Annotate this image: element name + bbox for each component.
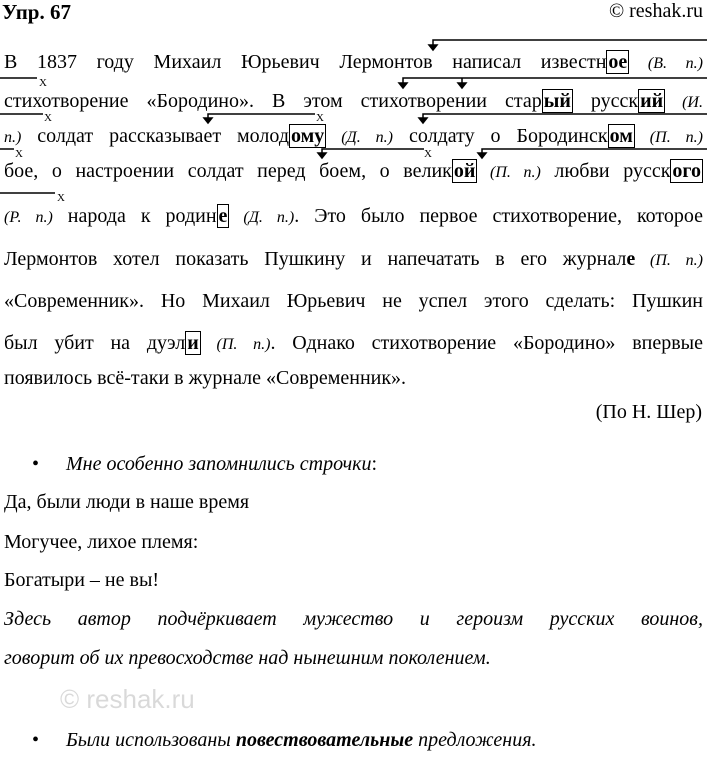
text-segment: бое, о настроении солдат перед боем, о велик <box>4 160 452 182</box>
text-segment: русск <box>572 90 639 112</box>
bullet-marker: • <box>32 729 40 751</box>
highlighted-ending: ий <box>640 90 664 112</box>
poem-line-2: Могучее, лихое племя: <box>4 531 199 553</box>
arrow-line5 <box>0 192 65 204</box>
case-label: (Д. п.) <box>326 129 394 146</box>
svg-text:X: X <box>15 148 23 160</box>
text-line <box>4 204 703 230</box>
case-label: (П. п.) <box>635 252 703 269</box>
text-segment: В 1837 году Михаил Юрьевич Лермонтов написал известн <box>4 51 607 73</box>
text-line <box>4 89 703 115</box>
text-segment: любви русск <box>540 160 671 182</box>
text-segment: был убит на дуэл <box>4 332 186 354</box>
highlighted-ending: ый <box>543 90 571 112</box>
site-credit: © reshak.ru <box>608 0 703 22</box>
text-segment: стихотворение «Бородино». В этом стихотворении стар <box>4 90 542 112</box>
svg-text:X: X <box>57 192 65 204</box>
text-segment: . Однако стихотворение «Бородино» впервые <box>270 332 703 354</box>
text-segment: солдат рассказывает молод <box>21 125 289 147</box>
bullet-bold-term: повествовательные <box>235 729 414 751</box>
arrow-line2 <box>0 77 707 89</box>
text-segment: . Это было первое стихотворение, которое <box>294 205 703 227</box>
svg-text:X: X <box>44 112 52 124</box>
text-segment: народа к родин <box>52 205 217 227</box>
poem-line-3: Богатыри – не вы! <box>4 569 160 591</box>
highlighted-ending: и <box>187 332 199 354</box>
text-line <box>4 331 703 357</box>
case-label: (В. п.) <box>629 55 703 72</box>
bullet-text: Были использованы <box>66 729 236 751</box>
text-segment: солдату о Бородинск <box>393 125 608 147</box>
comment-line-2: говорит об их превосходстве над нынешним поколением. <box>4 647 491 669</box>
text-line <box>4 366 703 390</box>
watermark: © reshak.ru <box>60 684 195 714</box>
case-label: п.) <box>4 129 22 146</box>
source-attribution: (По Н. Шер) <box>595 401 702 423</box>
case-label: (Р. п.) <box>4 209 53 226</box>
highlighted-ending: ого <box>672 160 702 182</box>
highlighted-ending: ому <box>291 125 325 147</box>
bullet-text-end: предложения. <box>413 729 537 751</box>
arrow-line1 <box>429 40 707 50</box>
text-line <box>4 159 703 185</box>
poem-line-1: Да, были люди в наше время <box>4 491 250 513</box>
highlighted-ending: е <box>218 205 228 227</box>
bullet-marker: • <box>32 453 40 475</box>
exercise-title: Упр. 67 <box>2 0 71 24</box>
text-segment: «Современник». Но Михаил Юрьевич не успел этого сделать: Пушкин <box>4 290 703 312</box>
case-label: (И. <box>665 94 703 111</box>
colon: : <box>371 453 378 475</box>
text-segment: появилось всё-таки в журнале «Современник». <box>4 367 407 389</box>
text-line <box>4 247 703 273</box>
case-label: (П. п.) <box>634 129 703 146</box>
text-segment: Лермонтов хотел показать Пушкину и напечатать в его журнал <box>4 248 627 270</box>
text-line <box>4 50 703 76</box>
svg-text:X: X <box>316 112 324 124</box>
highlighted-ending: ой <box>453 160 476 182</box>
svg-text:X: X <box>424 148 432 160</box>
text-segment: е <box>626 248 636 270</box>
svg-text:X: X <box>39 77 47 89</box>
case-label: (П. п.) <box>200 336 271 353</box>
case-label: (Д. п.) <box>229 209 295 226</box>
bullet-text: Мне особенно запомнились строчки <box>66 453 372 475</box>
highlighted-ending: ое <box>608 51 628 73</box>
case-label: (П. п.) <box>477 164 541 181</box>
highlighted-ending: ом <box>609 125 633 147</box>
text-line <box>4 289 703 313</box>
comment-line-1: Здесь автор подчёркивает мужество и героизм русских воинов, <box>4 608 703 630</box>
text-line <box>4 124 703 150</box>
